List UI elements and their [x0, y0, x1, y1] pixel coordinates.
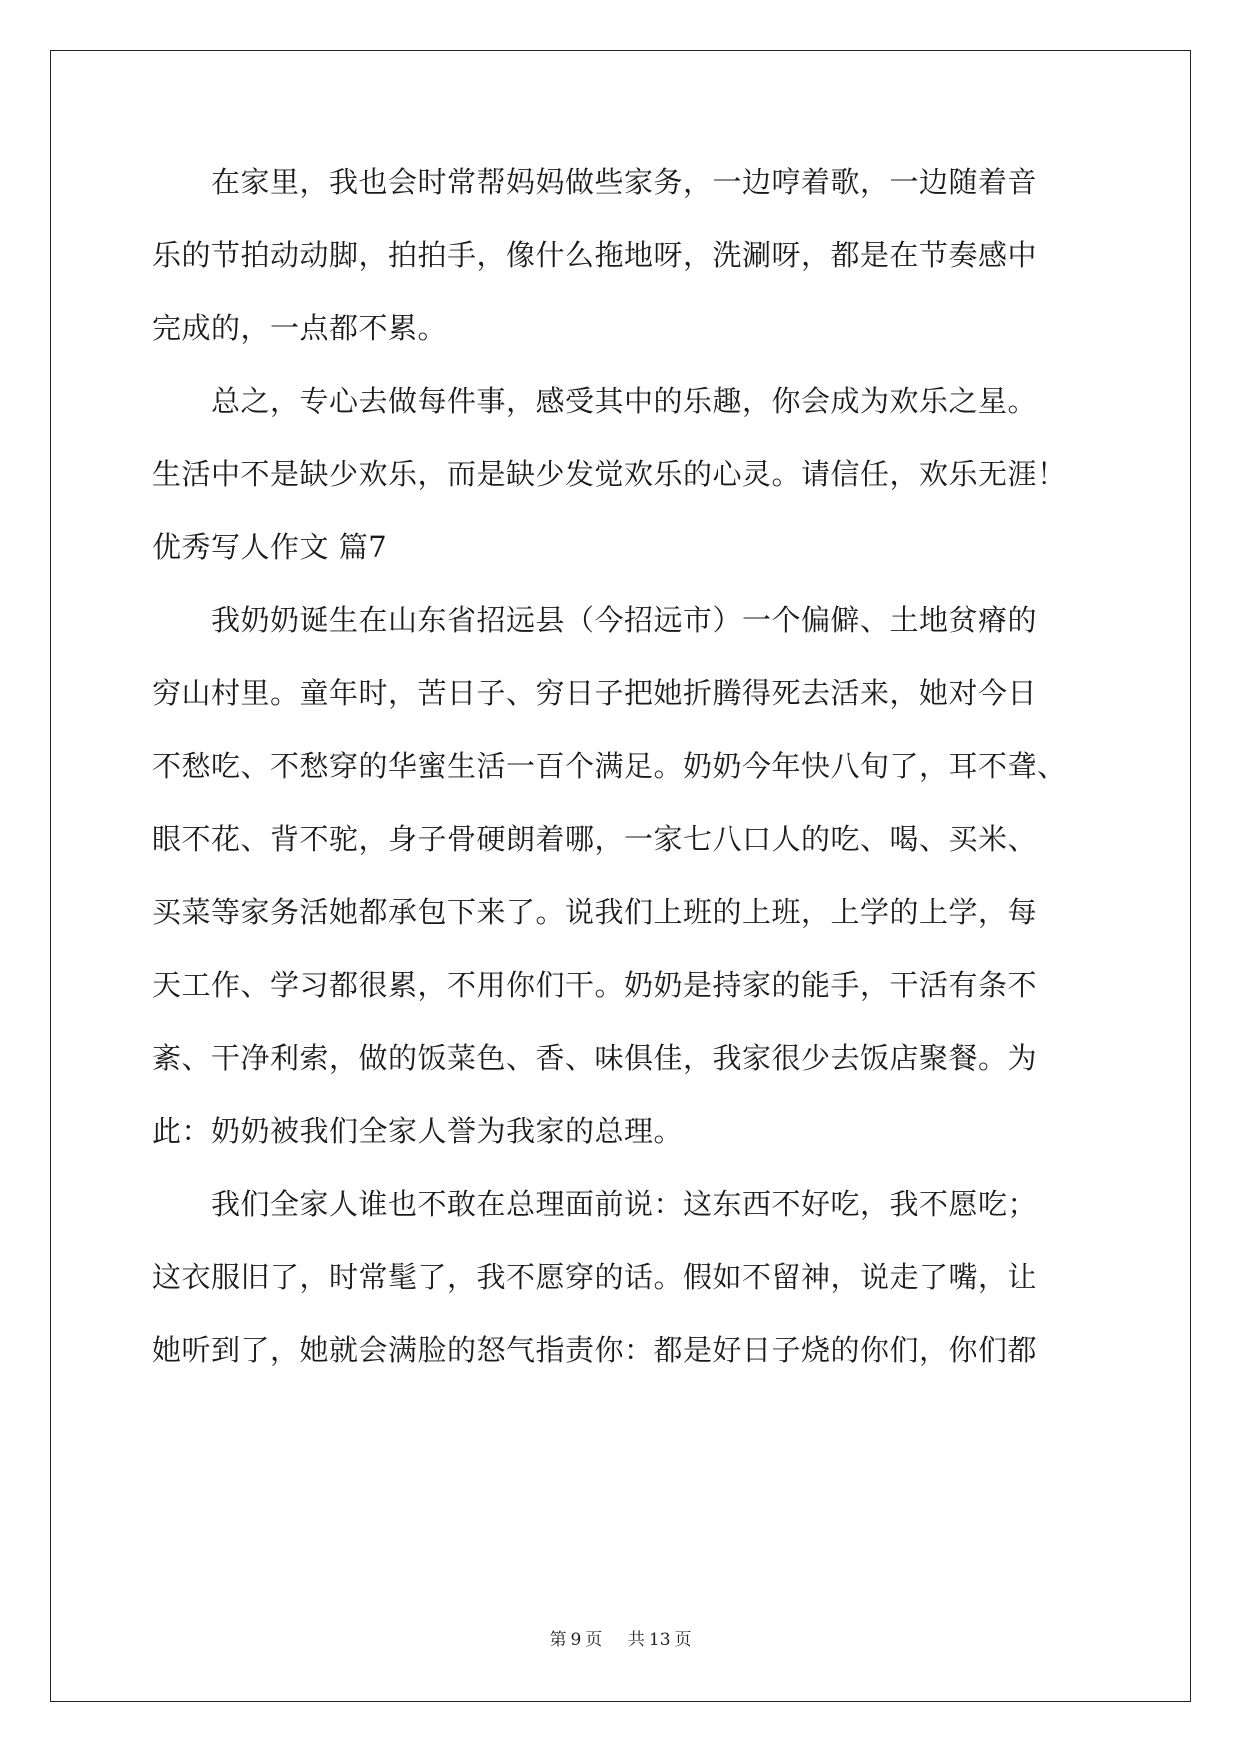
footer-total-prefix: 共 [627, 1630, 645, 1650]
text-line: 我们全家人谁也不敢在总理面前说：这东西不好吃，我不愿吃； [152, 1187, 1038, 1221]
footer-page-number: 9 [570, 1630, 582, 1650]
text-line: 买菜等家务活她都承包下来了。说我们上班的上班，上学的上学，每 [152, 895, 1038, 929]
text-line: 穷山村里。童年时，苦日子、穷日子把她折腾得死去活来，她对今日 [152, 676, 1038, 710]
footer-total-number: 13 [648, 1630, 671, 1650]
section-heading: 优秀写人作文 篇7 [152, 530, 388, 564]
page-footer [0, 1625, 1241, 1650]
text-line: 生活中不是缺少欢乐，而是缺少发觉欢乐的心灵。请信任，欢乐无涯！ [152, 457, 1067, 491]
text-line: 她听到了，她就会满脸的怒气指责你：都是好日子烧的你们，你们都 [152, 1333, 1038, 1367]
text-line: 天工作、学习都很累，不用你们干。奶奶是持家的能手，干活有条不 [152, 968, 1038, 1002]
text-line: 总之，专心去做每件事，感受其中的乐趣，你会成为欢乐之星。 [152, 384, 1038, 418]
footer-total-unit: 页 [674, 1630, 692, 1650]
text-line: 不愁吃、不愁穿的华蜜生活一百个满足。奶奶今年快八旬了，耳不聋、 [152, 749, 1067, 783]
text-line: 眼不花、背不驼，身子骨硬朗着哪，一家七八口人的吃、喝、买米、 [152, 822, 1038, 856]
text-line: 在家里，我也会时常帮妈妈做些家务，一边哼着歌，一边随着音 [152, 165, 1038, 199]
text-line: 乐的节拍动动脚，拍拍手，像什么拖地呀，洗涮呀，都是在节奏感中 [152, 238, 1038, 272]
text-line: 紊、干净利索，做的饭菜色、香、味俱佳，我家很少去饭店聚餐。为 [152, 1041, 1038, 1075]
text-line: 这衣服旧了，时常髦了，我不愿穿的话。假如不留神，说走了嘴，让 [152, 1260, 1038, 1294]
text-line: 此：奶奶被我们全家人誉为我家的总理。 [152, 1114, 684, 1148]
text-line: 我奶奶诞生在山东省招远县（今招远市）一个偏僻、土地贫瘠的 [152, 603, 1038, 637]
footer-page-prefix: 第 [549, 1630, 567, 1650]
text-line: 完成的，一点都不累。 [152, 311, 448, 345]
footer-page-unit: 页 [585, 1630, 603, 1650]
page-border [50, 50, 1191, 1702]
